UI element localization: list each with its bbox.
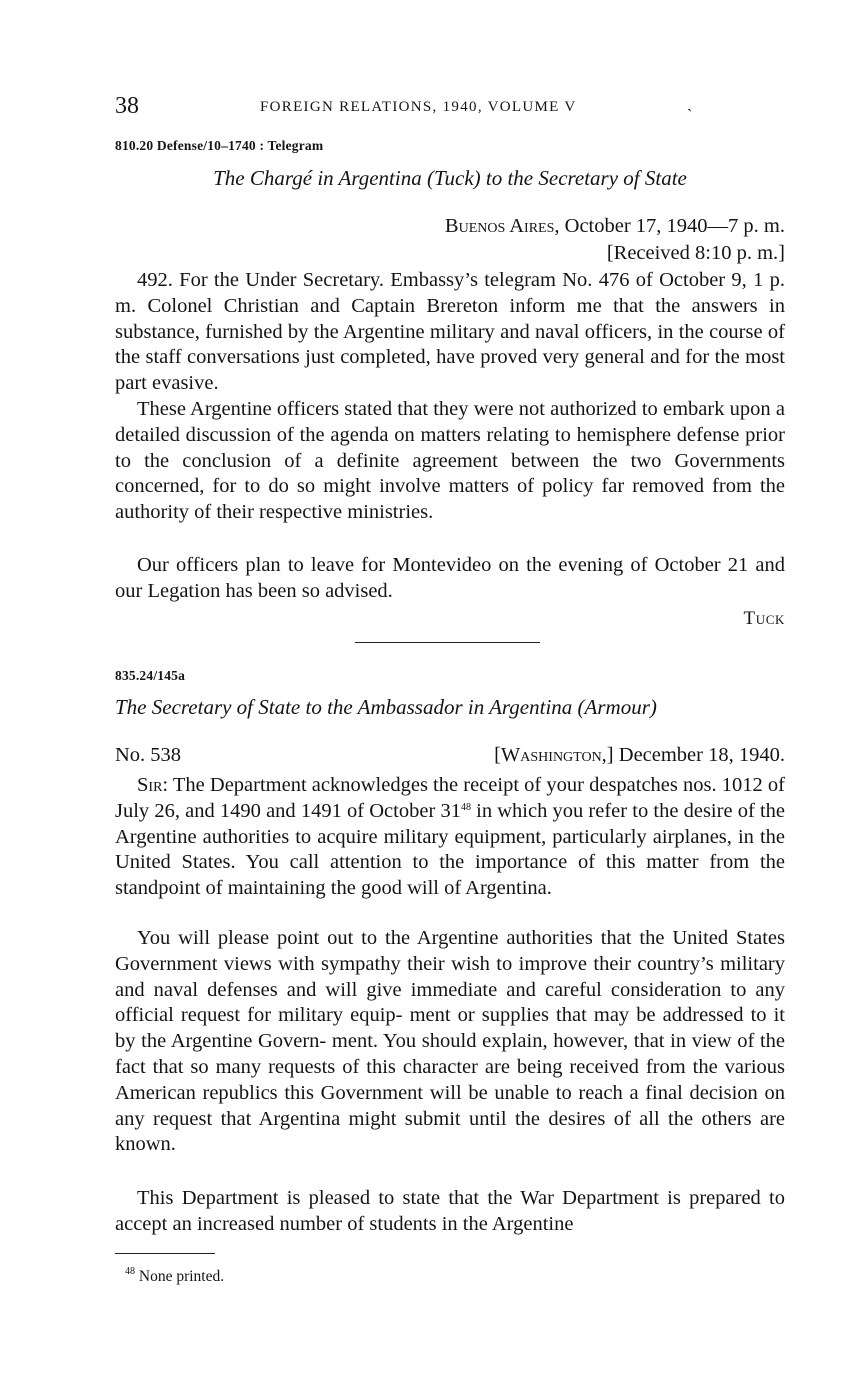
paragraph: These Argentine officers stated that they were not authorized to embark upon a detailed discussion of the agenda on matters relating to hemisphere defense prior to the conclusion of a definite agreement between the two Governments concerned, for to do so might involve matters of policy far removed from the authority of their respective ministries. bbox=[115, 398, 785, 524]
footnote bbox=[125, 1268, 224, 1286]
date: December 18, 1940. bbox=[613, 744, 785, 766]
salutation: Sir bbox=[137, 774, 163, 796]
signature: Tuck bbox=[743, 608, 785, 629]
running-title: FOREIGN RELATIONS, 1940, VOLUME V bbox=[260, 99, 577, 115]
running-head bbox=[115, 93, 785, 123]
paragraph-text: in which you refer to the desire of the Argentine authorities to acquire military equipment, particularly airplanes, in the United States. You call attention to the importance of this matter from the standpoint of maintaining the good will of Argentina. bbox=[115, 799, 785, 900]
file-reference: 835.24/145a bbox=[115, 668, 186, 683]
dateline bbox=[445, 213, 785, 267]
paragraph: 492. For the Under Secretary. Embassy’s telegram No. 476 of October 9, 1 p. m. Colonel Christian and Captain Brereton inform me that the answers in substance, furnished by the Argentine military and naval officers, in the course of the staff conversations just completed, have proved very general and for the most part evasive. bbox=[115, 269, 785, 395]
margin-mark: ˏ bbox=[687, 95, 693, 112]
paragraph: You will please point out to the Argentine authorities that the United States Government views with sympathy their wish to improve their country’s military and naval defenses and will give immediate and careful consideration to any official request for military equip- ment or supplies that may be addressed to it by the Argentine Govern- ment. You should explain, however, that in view of the fact that so many requests of this character are being received from the various American republics this Government will be unable to reach a final decision on any request that Argentina might submit until the desires of all the others are known. bbox=[115, 927, 785, 1156]
page-number: 38 bbox=[115, 93, 139, 119]
file-reference: 810.20 Defense/10–1740 : Telegram bbox=[115, 138, 324, 153]
footnote-marker: 48 bbox=[125, 1266, 135, 1277]
place: [Washington,] bbox=[494, 744, 614, 766]
document-title: The Secretary of State to the Ambassador in Argentina (Armour) bbox=[115, 695, 657, 719]
place-and-date bbox=[494, 744, 785, 767]
footnote-text: None printed. bbox=[138, 1268, 225, 1285]
place: Buenos Aires, bbox=[444, 215, 560, 237]
paragraph bbox=[115, 773, 785, 902]
footnote-reference: 48 bbox=[460, 801, 471, 813]
document-title: The Chargé in Argentina (Tuck) to the Secretary of State bbox=[213, 166, 687, 190]
footnote-rule bbox=[115, 1253, 215, 1254]
place-and-date bbox=[445, 213, 785, 240]
paragraph: Our officers plan to leave for Montevideo on the evening of October 21 and our Legation has been so advised. bbox=[115, 554, 785, 602]
section-divider bbox=[355, 642, 540, 643]
paragraph-text: : The Department acknowledges the receipt of your despatches nos. 1012 of July 26, and 1490 and 1491 of October 31 bbox=[115, 774, 785, 822]
received-time: [Received 8:10 p. m.] bbox=[606, 242, 785, 264]
date: October 17, 1940—7 p. m. bbox=[559, 215, 785, 237]
despatch-number: No. 538 bbox=[115, 744, 182, 766]
paragraph: This Department is pleased to state that the War Department is prepared to accept an increased number of students in the Argentine bbox=[115, 1187, 785, 1235]
